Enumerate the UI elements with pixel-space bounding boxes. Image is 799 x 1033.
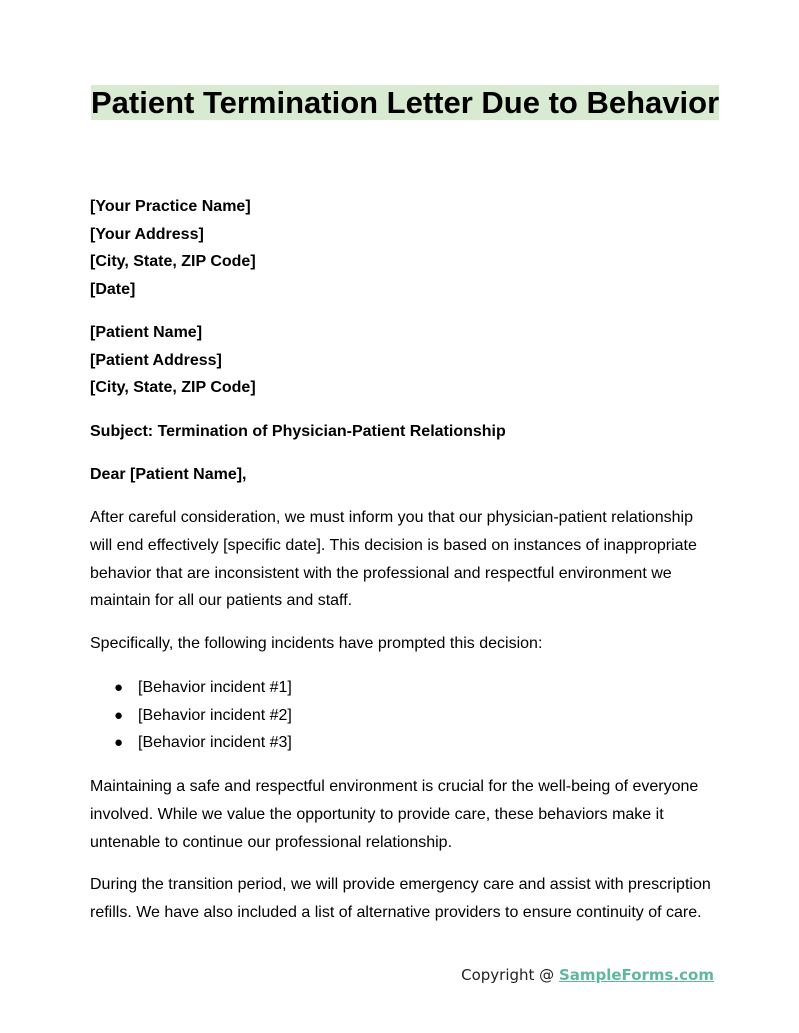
paragraph-transition: During the transition period, we will provide emergency care and assist with prescription refills. We have also included a list of alternative providers to ensure continuity of care. — [90, 876, 711, 921]
incident-list-container — [90, 674, 720, 757]
sender-city-state-zip: [City, State, ZIP Code] — [90, 253, 256, 270]
page-title: Patient Termination Letter Due to Behavior — [91, 85, 720, 120]
bullet-icon: ● — [114, 706, 124, 724]
copyright-footer — [461, 964, 714, 986]
paragraph-safety: Maintaining a safe and respectful environment is crucial for the well-being of everyone involved. While we value the opportunity to provide care, these behaviors make it untenable to continue our professional relationship. — [90, 778, 699, 851]
bullet-icon: ● — [114, 734, 124, 751]
list-item — [90, 702, 720, 730]
recipient-name: [Patient Name] — [90, 324, 203, 341]
recipient-block — [90, 319, 720, 402]
sender-block — [90, 193, 720, 303]
salutation: Dear [Patient Name], — [90, 466, 247, 483]
bullet-icon: ● — [114, 679, 124, 696]
sender-address: [Your Address] — [90, 225, 204, 243]
sender-practice-name: [Your Practice Name] — [90, 198, 251, 215]
copyright-prefix: Copyright @ — [461, 966, 559, 984]
title-container — [91, 85, 720, 120]
letter-date: [Date] — [90, 280, 136, 298]
subject-line: Subject: Termination of Physician-Patient Relationship — [90, 423, 506, 440]
incident-text: [Behavior incident #2] — [138, 706, 292, 724]
recipient-city-state-zip: [City, State, ZIP Code] — [90, 379, 256, 396]
paragraph-incidents-lead: Specifically, the following incidents have prompted this decision: — [90, 635, 543, 652]
paragraph-intro: After careful consideration, we must inform you that our physician-patient relationship will end effectively [specific date]. This decision is based on instances of inappropriate behavior that are inconsistent with the professional and respectful environment we maintain for all our patients and staff. — [90, 509, 697, 610]
brand-link[interactable]: SampleForms.com — [558, 966, 714, 984]
incident-text: [Behavior incident #1] — [138, 679, 292, 696]
list-item — [90, 729, 720, 757]
incident-list — [90, 674, 720, 757]
incident-text: [Behavior incident #3] — [138, 734, 292, 751]
list-item — [90, 674, 720, 702]
recipient-address: [Patient Address] — [90, 351, 222, 369]
